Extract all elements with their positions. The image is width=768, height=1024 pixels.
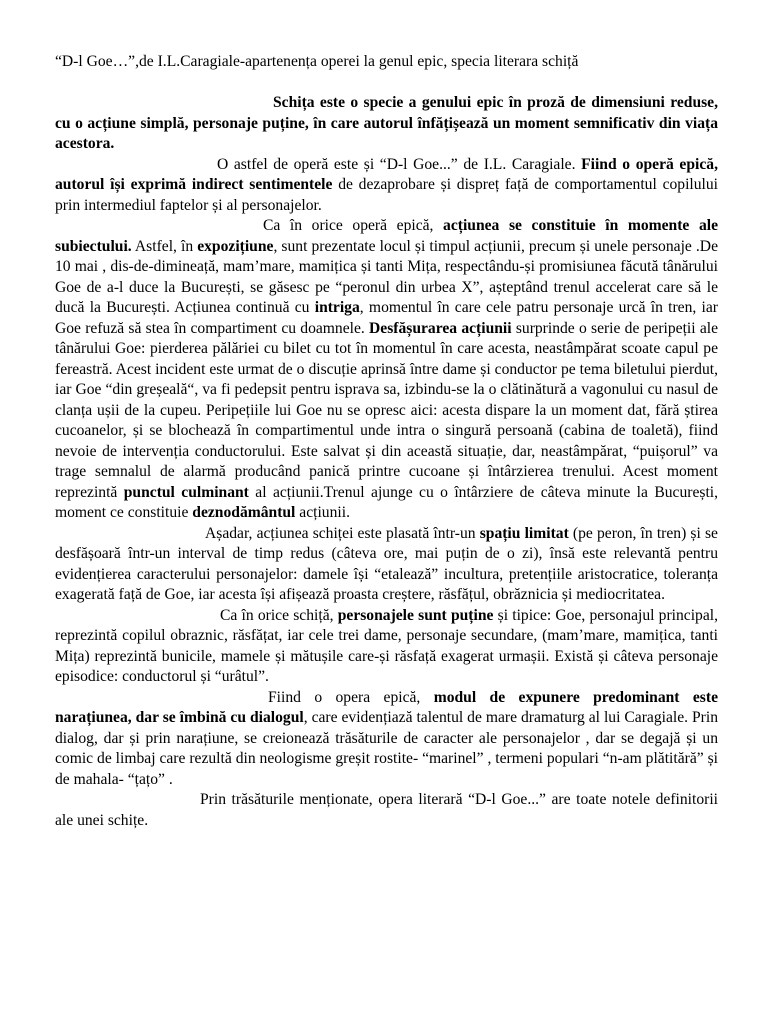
text: , momentul în care cele patru personaje urcă în tren, iar Goe refuză să stea în compartiment cu doamnele.: [55, 299, 718, 337]
paragraph-action-moments: [55, 216, 718, 524]
bold-text: spațiu limitat: [479, 524, 569, 542]
text: Ca în orice schiță,: [220, 606, 338, 624]
text: și tipice: Goe, personajul principal, reprezintă copilul obraznic, răsfățat, iar cele trei dame, personaje secundare, (mam’mare, mamițica, tanti Mița) reprezintă bunicile, mamele și mătușile care-și răsfață exagerat urmașii. Există și câteva personaje episodice: conductorul și “urâtul”.: [55, 606, 718, 685]
bold-text: Desfășurarea acțiunii: [369, 319, 512, 337]
bold-text: intriga: [314, 299, 360, 316]
bold-text: personajele sunt puține: [337, 606, 494, 624]
bold-text: punctul culminant: [123, 483, 249, 501]
text: , sunt prezentate locul și timpul acțiunii, precum și unele personaje .De 10 mai , dis-de-dimineață, mam’mare, mamițica și tanti Mița, respectându-și promisiunea făcută tânărului Goe de a-l duce la București, se găsesc pe “peronul din urbea X”, așteptând trenul accelerat care să le ducă la București. Acțiunea continuă cu: [55, 237, 718, 316]
text: acțiunii.: [295, 504, 350, 521]
text: Astfel, în: [131, 237, 198, 255]
text: (pe peron, în tren) și se desfășoară într-un interval de timp redus (câteva ore, mai puțin de o zi), însă este relevantă pentru evidențierea caracterului personajelor: damele își “etalează” incultura, pretențiile aristocratice, toleranța exagerată față de Goe, iar acesta își afișează proasta creștere, răsfățul, obrăznicia și mediocritatea.: [55, 524, 718, 603]
paragraph-epic-work: [55, 155, 718, 217]
text: al acțiunii.Trenul ajunge cu o întârziere de câteva minute la București, moment ce constituie: [55, 483, 719, 521]
paragraph-conclusion: [55, 790, 718, 831]
text: O astfel de operă este și “D-l Goe...” de I.L. Caragiale.: [217, 155, 582, 173]
bold-text: modul de expunere predominant este narațiunea, dar se îmbină cu dialogul: [55, 688, 718, 726]
bold-text: acțiunea se constituie în momente ale subiectului.: [55, 217, 718, 255]
text: surprinde o serie de peripeții ale tânărului Goe: pierderea pălăriei cu bilet cu tot în momentul în care acesta, neastâmpărat scoate capul pe fereastră. Acest incident este urmat de o discuție aprinsă între dame și conductor pe tema biletului pierdut, iar Goe “din greșeală“, va fi pedepsit pentru isprava sa, izbindu-se la o clătinătură a vagonului cu nasul de clanța ușii de la cupeu. Peripețiile lui Goe nu se opresc aici: acesta dispare la un moment dat, fără știrea cucoanelor, și se blochează în compartimentul unde intra o singură persoană (cabina de toaletă), fiind nevoie de intervenția conductorului. Este salvat și din această situație, dar, neastâmpărat, “puișorul” va trage semnalul de alarmă producând panică printre cucoane și întârzierea trenului. Acest moment reprezintă: [55, 319, 719, 501]
bold-text: deznodământul: [192, 504, 296, 521]
paragraph-definition: [55, 93, 718, 155]
definition-text: Schița este o specie a genului epic în proză de dimensiuni reduse, cu o acțiune simplă, personaje puține, în care autorul înfățișează un moment semnificativ din viața acestora.: [55, 94, 718, 152]
text: Așadar, acțiunea schiței este plasată într-un: [205, 524, 480, 542]
text: de dezaprobare și dispreț față de comportamentul copilului prin intermediul faptelor și al personajelor.: [55, 176, 719, 214]
text: , care evidențiază talentul de mare dramaturg al lui Caragiale. Prin dialog, dar și prin narațiune, se creionează trăsăturile de caracter ale personajelor , dar se degajă și un comic de limbaj care rezultă din neologisme greșit rostite- “marinel” , termeni populari “n-am plătitără” și de mahala- “țațo” .: [55, 709, 718, 788]
text: Fiind o opera epică,: [268, 688, 434, 706]
paragraph-characters: [55, 606, 718, 688]
paragraph-space-time: [55, 524, 718, 606]
bold-text: expozițiune: [197, 237, 274, 255]
document-title: “D-l Goe…”,de I.L.Caragiale-apartenența operei la genul epic, specia literara schiță: [55, 53, 579, 70]
paragraph-exposition-mode: [55, 688, 718, 791]
bold-text: Fiind o operă epică, autorul își exprimă indirect sentimentele: [55, 155, 718, 193]
text: Ca în orice operă epică,: [263, 217, 444, 234]
text: Prin trăsăturile menționate, opera literară “D-l Goe...” are toate notele definitorii ale unei schițe.: [55, 791, 718, 829]
